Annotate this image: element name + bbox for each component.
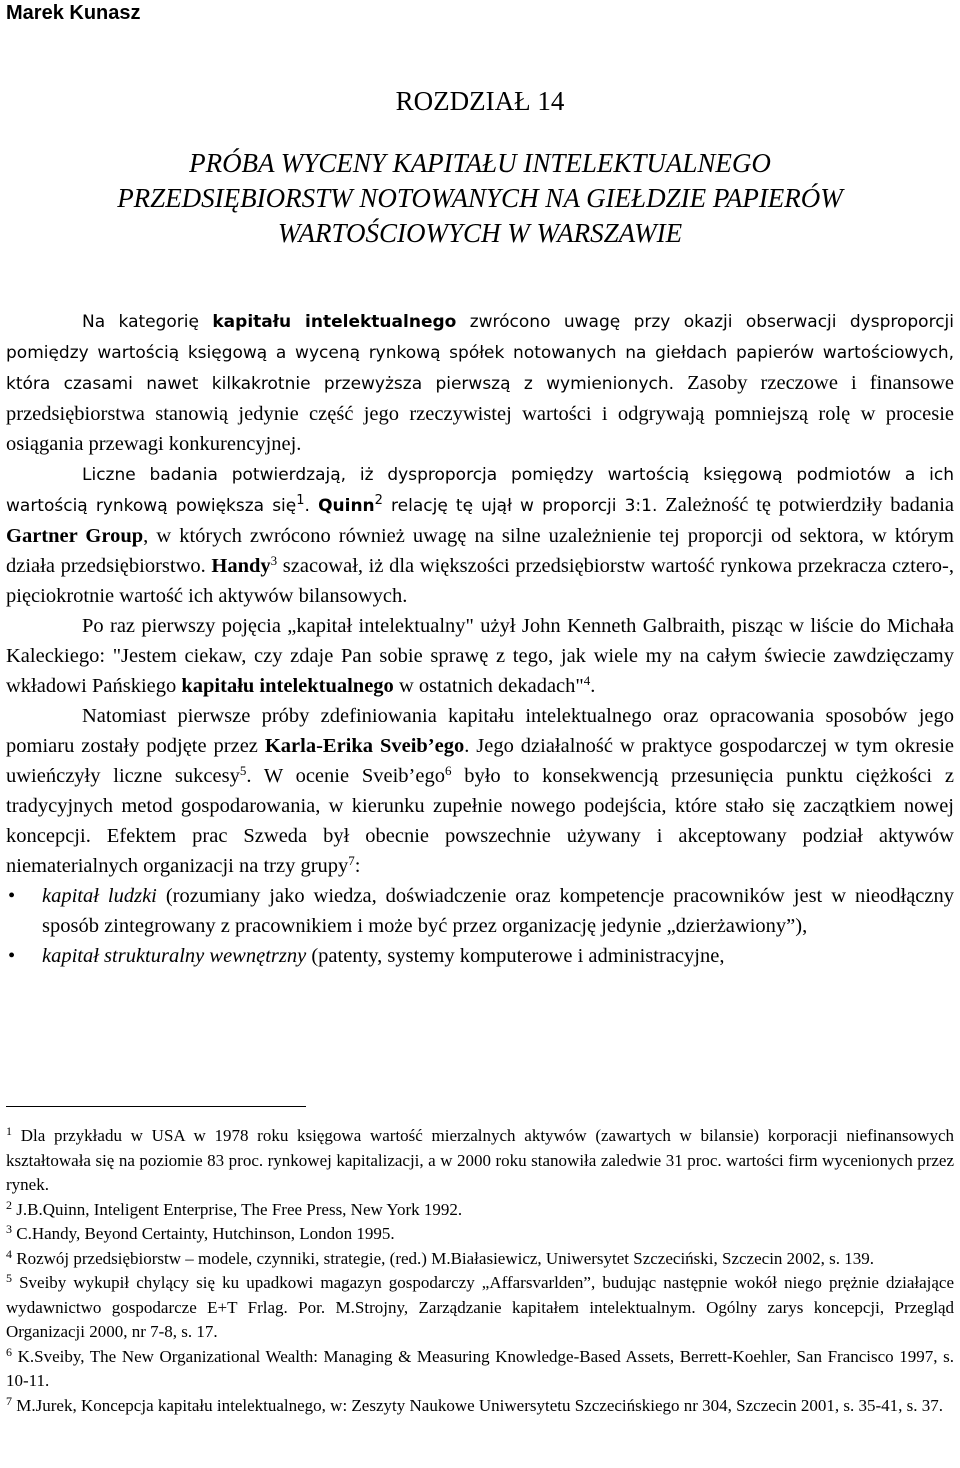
- paragraph-1: [6, 306, 954, 459]
- text-run: :: [354, 855, 361, 877]
- chapter-title-line: PRÓBA WYCENY KAPITAŁU INTELEKTUALNEGO: [189, 148, 771, 178]
- paragraph-4: [6, 701, 954, 881]
- footnote-ref[interactable]: 5: [239, 763, 247, 778]
- footnote-text: C.Handy, Beyond Certainty, Hutchinson, London 1995.: [12, 1224, 395, 1243]
- bold-term: Quinn: [318, 496, 375, 516]
- text-run: Zasoby rzeczowe i finansowe przedsiębiorstwa stanowią jedynie część jego rzeczywistej wartości i odgrywają pomniejszą rolę w procesie osiągania przewagi konkurencyjnej.: [6, 372, 954, 455]
- list-item: [6, 881, 954, 941]
- footnote: [6, 1124, 954, 1198]
- footnote-divider: [6, 1106, 306, 1107]
- chapter-label: ROZDZIAŁ 14: [395, 86, 565, 116]
- footnote-number: 3: [6, 1222, 12, 1236]
- author-header: Marek Kunasz: [6, 2, 141, 24]
- text-run: (rozumiany jako wiedza, doświadczenie oraz kompetencje pracowników jest w nieodłączny sposób zintegrowany z pracownikiem i może być przez organizację jedynie „dzierżawiony”),: [42, 885, 954, 937]
- text-run: . W ocenie Sveib’ego: [246, 765, 445, 787]
- footnote-ref[interactable]: 7: [348, 853, 355, 868]
- footnote-number: 2: [6, 1197, 12, 1212]
- footnote: [6, 1345, 954, 1394]
- footnote-number: 4: [6, 1246, 12, 1261]
- bold-term: Karla-Erika Sveib’ego: [264, 735, 465, 757]
- bold-term: kapitału intelektualnego: [212, 312, 457, 332]
- text-run: Po raz pierwszy pojęcia „kapitał intelektualny" użył John Kenneth Galbraith, pisząc w liście do Michała Kaleckiego: "Jestem ciekaw, czy zdaje Pan sobie sprawę z tego, jak wiele my na całym świecie zawdzięczamy wkładowi Pańskiego: [6, 615, 954, 697]
- footnote-ref[interactable]: 2: [374, 493, 383, 508]
- footnote-number: 7: [6, 1393, 12, 1408]
- footnote-ref[interactable]: 3: [270, 553, 278, 568]
- bold-term: kapitału intelektualnego: [181, 675, 394, 697]
- footnote: [6, 1222, 954, 1247]
- paragraph-2: [6, 459, 954, 611]
- paragraph-3: [6, 611, 954, 701]
- list-item: [6, 941, 954, 971]
- asset-group-list: [6, 881, 954, 971]
- footnote-number: 6: [6, 1344, 12, 1359]
- text-run: w ostatnich dekadach": [393, 675, 584, 697]
- footnote: [6, 1394, 954, 1419]
- footnote-text: M.Jurek, Koncepcja kapitału intelektualnego, w: Zeszyty Naukowe Uniwersytetu Szczecińskiego nr 304, Szczecin 2001, s. 35-41, s. 37.: [12, 1395, 943, 1415]
- bold-term: Handy: [211, 555, 271, 577]
- text-run: było to konsekwencją przesunięcia punktu ciężkości z tradycyjnych metod gospodarowania, w kierunku zupełnie nowego podejścia, które stało się zaczątkiem nowej koncepcji. Efektem prac Szweda był obecnie powszechnie używany i akceptowany podział aktywów niematerialnych organizacji na trzy grupy: [6, 765, 954, 877]
- italic-term: kapitał ludzki: [42, 885, 157, 907]
- text-run: Natomiast pierwsze próby zdefiniowania kapitału intelektualnego oraz opracowania sposobów jego pomiaru zostały podjęte przez: [6, 705, 954, 757]
- chapter-title: [0, 146, 960, 251]
- footnote-text: Dla przykładu w USA w 1978 roku księgowa wartość mierzalnych aktywów (zawartych w bilansie) korporacji niefinansowych kształtowała się na poziomie 83 proc. rynkowej kapitalizacji, a w 2000 roku stanowiła zaledwie 31 proc. wartości firm wycenionych przez rynek.: [6, 1126, 954, 1194]
- footnotes: [6, 1124, 954, 1418]
- footnote: [6, 1271, 954, 1345]
- footnote-text: K.Sveiby, The New Organizational Wealth: Managing & Measuring Knowledge-Based Assets, Berrett-Koehler, San Francisco 1997, s. 10-11.: [6, 1346, 954, 1390]
- text-run: relację tę ujął w proporcji 3:1.: [382, 496, 658, 516]
- text-run: .: [590, 675, 596, 697]
- chapter-title-line: PRZEDSIĘBIORSTW NOTOWANYCH NA GIEŁDZIE PAPIERÓW: [117, 183, 843, 213]
- footnote: [6, 1198, 954, 1223]
- text-run: (patenty, systemy komputerowe i administracyjne,: [306, 945, 725, 967]
- footnote-number: 5: [6, 1271, 12, 1285]
- chapter-title-line: WARTOŚCIOWYCH W WARSZAWIE: [277, 218, 683, 248]
- footnote-text: Rozwój przedsiębiorstw – modele, czynniki, strategie, (red.) M.Białasiewicz, Uniwersytet Szczeciński, Szczecin 2002, s. 139.: [12, 1248, 875, 1268]
- footnote-ref[interactable]: 4: [583, 673, 591, 688]
- footnote-ref[interactable]: 6: [444, 763, 452, 778]
- text-run: , w których zwrócono również uwagę na silne uzależnienie tej proporcji od sektora, w którym działa przedsiębiorstwo.: [6, 525, 954, 577]
- italic-term: kapitał strukturalny wewnętrzny: [42, 945, 307, 967]
- text-run: zwrócono uwagę przy okazji obserwacji dysproporcji pomiędzy wartością księgową a wyceną rynkową spółek notowanych na giełdach papierów wartościowych, która czasami nawet kilkakrotnie przewyższa pierwszą z wymienionych.: [6, 312, 954, 394]
- text-run: szacował, iż dla większości przedsiębiorstw wartość rynkowa przekracza cztero-, pięciokrotnie wartość ich aktywów bilansowych.: [6, 555, 954, 607]
- text-run: .: [304, 496, 319, 516]
- bold-term: Gartner Group: [6, 525, 144, 547]
- footnote-text: J.B.Quinn, Inteligent Enterprise, The Free Press, New York 1992.: [12, 1199, 463, 1219]
- bullet-icon: •: [8, 945, 16, 967]
- footnote-number: 1: [6, 1124, 12, 1138]
- body-text: [6, 306, 954, 971]
- footnote-text: Sveiby wykupił chylący się ku upadkowi magazyn gospodarczy „Affarsvarlden”, budując następnie wokół niego prężnie działające wydawnictwo gospodarcze E+T Frlag. Por. M.Strojny, Zarządzanie kapitałem intelektualnym. Ogólny zarys koncepcji, Przegląd Organizacji 2000, nr 7-8, s. 17.: [6, 1273, 954, 1341]
- text-run: Na kategorię: [82, 312, 213, 332]
- bullet-icon: •: [8, 885, 16, 907]
- text-run: . Jego działalność w praktyce gospodarczej w tym okresie uwieńczyły liczne sukcesy: [6, 735, 954, 787]
- footnote: [6, 1247, 954, 1272]
- text-run: Liczne badania potwierdzają, iż dysproporcja pomiędzy wartością księgową podmiotów a ich wartością rynkową powiększa się: [6, 465, 954, 516]
- text-run: Zależność tę potwierdziły badania: [657, 494, 954, 516]
- footnote-ref[interactable]: 1: [296, 493, 305, 508]
